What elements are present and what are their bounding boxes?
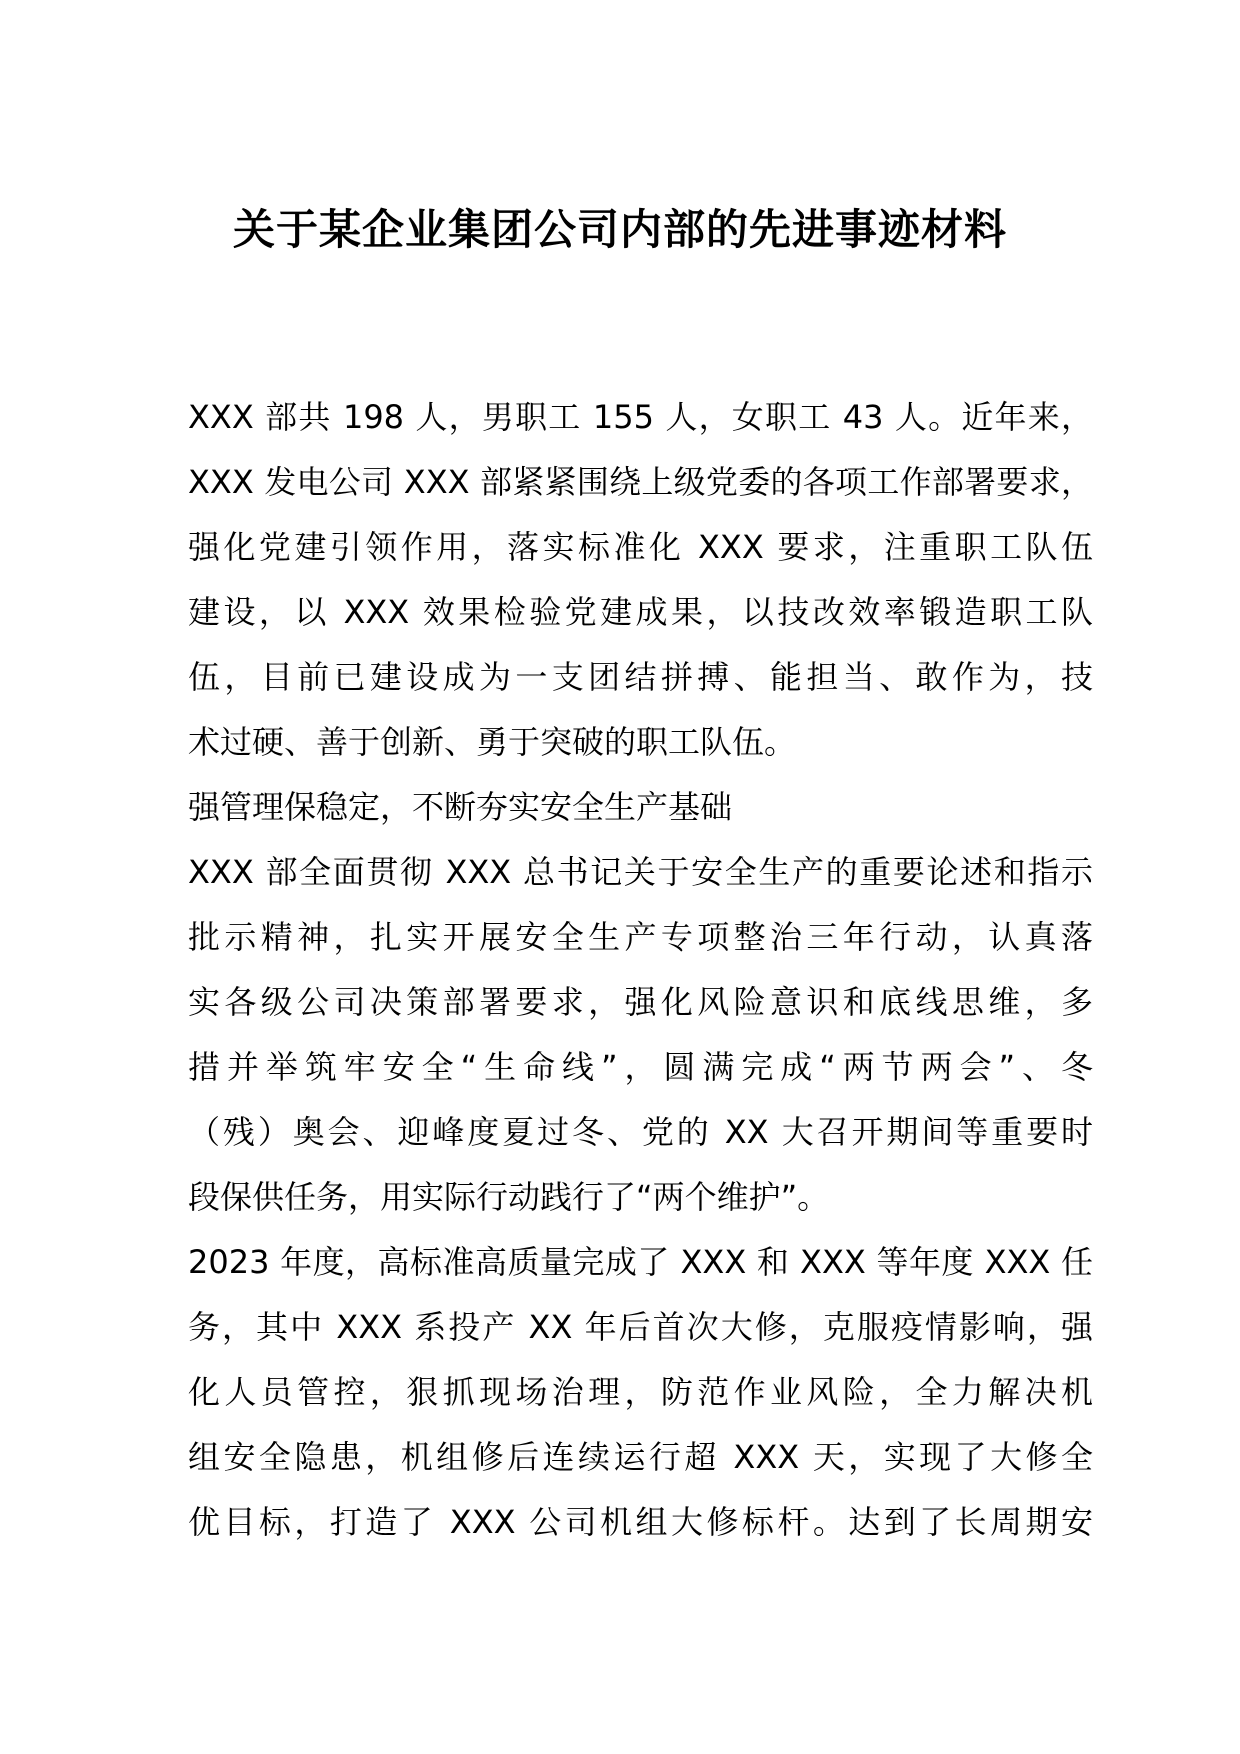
- body-line-15: 务，其中 XXX 系投产 XX 年后首次大修，克服疫情影响，强: [188, 1308, 1093, 1346]
- body-line-14: 2023 年度，高标准高质量完成了 XXX 和 XXX 等年度 XXX 任: [188, 1243, 1093, 1281]
- body-line-11: 措并举筑牢安全“生命线”，圆满完成“两节两会”、冬: [188, 1048, 1093, 1086]
- section-heading: 强管理保稳定，不断夯实安全生产基础: [188, 788, 733, 826]
- document-title: 关于某企业集团公司内部的先进事迹材料: [232, 205, 1007, 254]
- body-line-18: 优目标，打造了 XXX 公司机组大修标杆。达到了长周期安: [188, 1503, 1093, 1541]
- body-line-8: XXX 部全面贯彻 XXX 总书记关于安全生产的重要论述和指示: [188, 853, 1093, 891]
- body-line-16: 化人员管控，狠抓现场治理，防范作业风险，全力解决机: [188, 1373, 1093, 1411]
- body-line-1: XXX 部共 198 人，男职工 155 人，女职工 43 人。近年来，: [188, 398, 1093, 436]
- document-body: [188, 385, 1093, 1555]
- body-line-3: 强化党建引领作用，落实标准化 XXX 要求，注重职工队伍: [188, 528, 1093, 566]
- body-line-9: 批示精神，扎实开展安全生产专项整治三年行动，认真落: [188, 918, 1093, 956]
- body-line-5: 伍，目前已建设成为一支团结拼搏、能担当、敢作为，技: [188, 658, 1093, 696]
- body-line-12: （残）奥会、迎峰度夏过冬、党的 XX 大召开期间等重要时: [188, 1113, 1093, 1151]
- body-line-13: 段保供任务，用实际行动践行了“两个维护”。: [188, 1178, 830, 1216]
- body-line-2: XXX 发电公司 XXX 部紧紧围绕上级党委的各项工作部署要求，: [188, 463, 1093, 501]
- body-line-10: 实各级公司决策部署要求，强化风险意识和底线思维，多: [188, 983, 1093, 1021]
- body-line-6: 术过硬、善于创新、勇于突破的职工队伍。: [188, 723, 797, 761]
- body-line-17: 组安全隐患，机组修后连续运行超 XXX 天，实现了大修全: [188, 1438, 1093, 1476]
- body-line-4: 建设，以 XXX 效果检验党建成果，以技改效率锻造职工队: [188, 593, 1093, 631]
